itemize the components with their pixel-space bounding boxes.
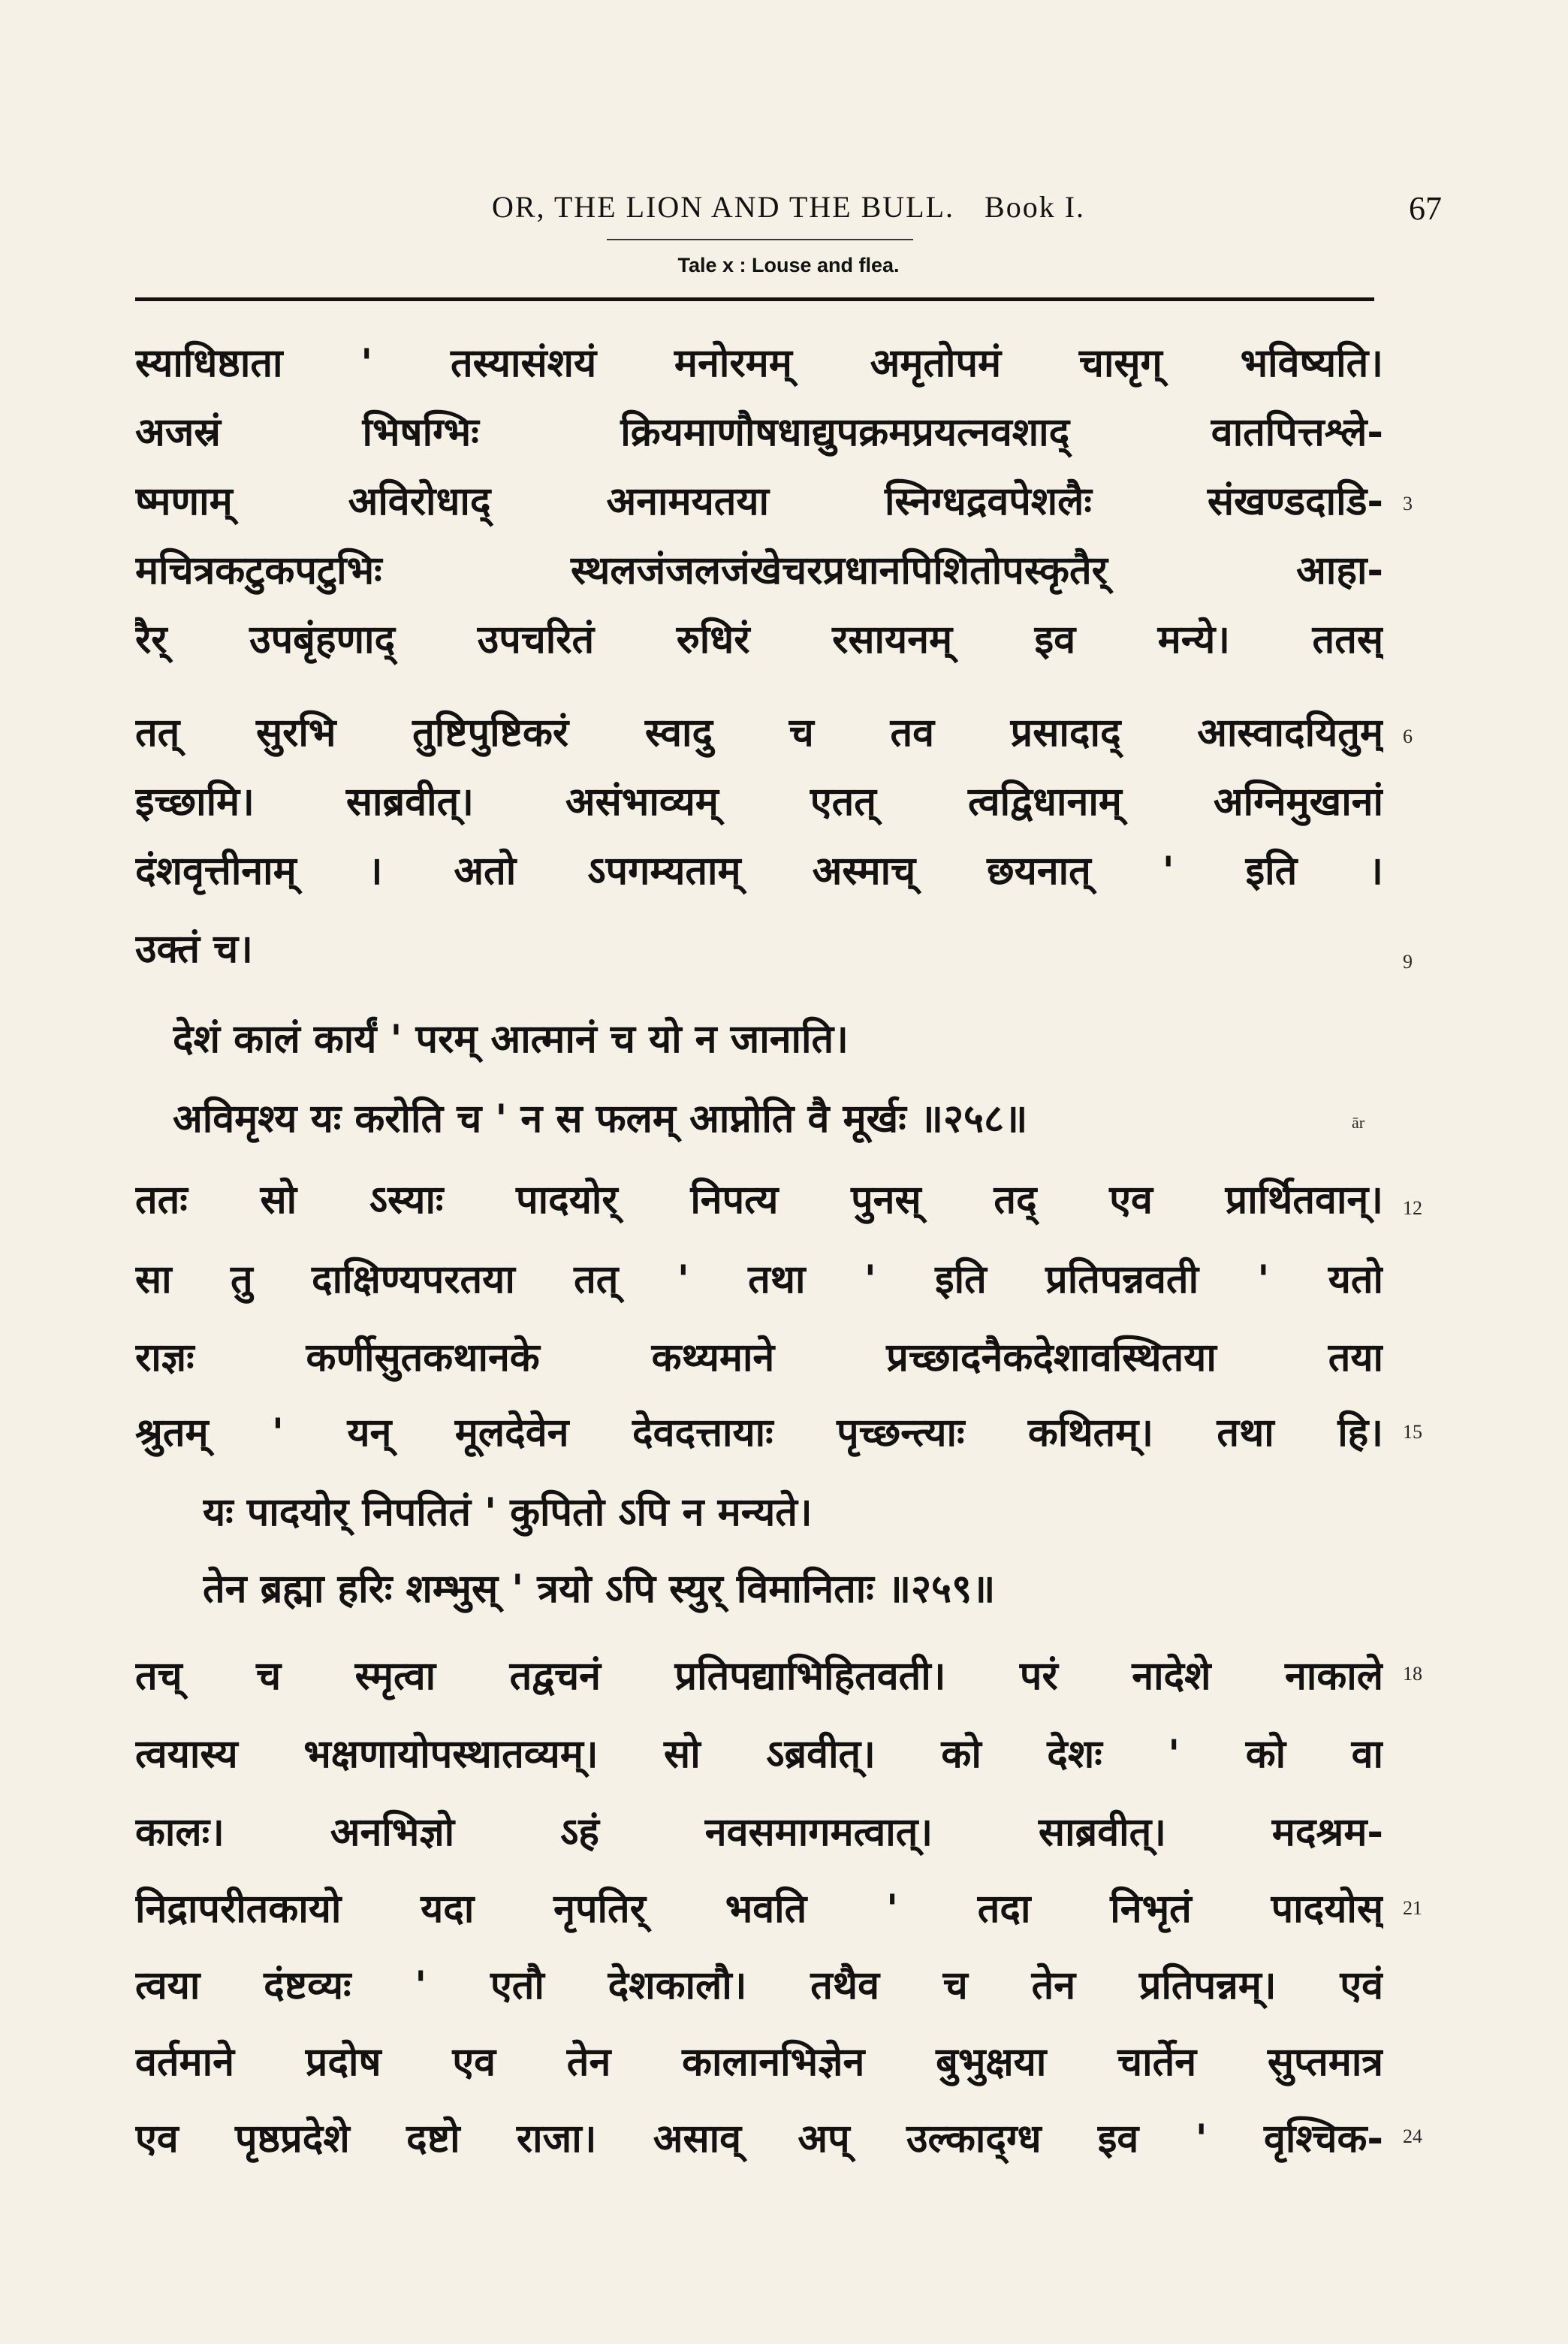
page-number: 67 bbox=[1409, 190, 1442, 227]
verse-line: यः पादयोर् निपतितं ' कुपितो ऽपि न मन्यते। bbox=[203, 1490, 813, 1535]
text-line: स्याधिष्ठाता ' तस्यासंशयं मनोरमम् अमृतोपमं चासृग् भविष्यति। bbox=[135, 341, 1383, 386]
header-rule bbox=[135, 297, 1374, 301]
verse-line: देशं कालं कार्यं ' परम् आत्मानं च यो न जानाति। bbox=[173, 1017, 849, 1062]
text-line: कालः। अनभिज्ञो ऽहं नवसमागमत्वात्। साब्रवीत्। मदश्रम- bbox=[135, 1810, 1383, 1855]
text-line: अजस्रं भिषग्भिः क्रियमाणौषधाद्युपक्रमप्रयत्नवशाद् वातपित्तश्ले- bbox=[135, 410, 1383, 455]
text-line: तच् च स्मृत्वा तद्वचनं प्रतिपद्याभिहितवती। परं नादेशे नाकाले bbox=[135, 1654, 1383, 1699]
line-number: 6 bbox=[1403, 726, 1413, 747]
line-number: 21 bbox=[1403, 1897, 1422, 1919]
line-number: 24 bbox=[1403, 2125, 1422, 2147]
line-number: 12 bbox=[1403, 1197, 1422, 1219]
text-line: उक्तं च। bbox=[135, 927, 253, 972]
line-number: 15 bbox=[1403, 1421, 1422, 1443]
text-line: निद्रापरीतकायो यदा नृपतिर् भवति ' तदा निभृतं पादयोस् bbox=[135, 1887, 1383, 1932]
text-line: वर्तमाने प्रदोष एव तेन कालानभिज्ञेन बुभुक्षया चार्तेन सुप्तमात्र bbox=[135, 2040, 1383, 2085]
running-title bbox=[135, 189, 1442, 225]
text-line: दंशवृत्तीनाम् । अतो ऽपगम्यताम् अस्माच् छयनात् ' इति । bbox=[135, 849, 1383, 894]
verse-line: तेन ब्रह्मा हरिः शम्भुस् ' त्रयो ऽपि स्युर् विमानिताः ॥२५९॥ bbox=[203, 1567, 996, 1612]
text-line: श्रुतम् ' यन् मूलदेवेन देवदत्तायाः पृच्छन्त्याः कथितम्। तथा हि। bbox=[135, 1410, 1383, 1456]
text-line: त्वयास्य भक्षणायोपस्थातव्यम्। सो ऽब्रवीत्। को देशः ' को वा bbox=[135, 1732, 1383, 1777]
running-title-text: OR, THE LION AND THE BULL. bbox=[491, 190, 955, 224]
text-line: इच्छामि। साब्रवीत्। असंभाव्यम् एतत् त्वद्विधानाम् अग्निमुखानां bbox=[135, 780, 1383, 825]
text-line: त्वया दंष्टव्यः ' एतौ देशकालौ। तथैव च तेन प्रतिपन्नम्। एवं bbox=[135, 1963, 1383, 2008]
line-number: 3 bbox=[1403, 493, 1413, 514]
text-line: राज्ञः कर्णीसुतकथानके कथ्यमाने प्रच्छादनैकदेशावस्थितया तया bbox=[135, 1335, 1383, 1380]
tale-subtitle: Tale x : Louse and flea. bbox=[677, 254, 900, 276]
marginal-note: ār bbox=[1352, 1113, 1365, 1132]
text-line: ष्मणाम् अविरोधाद् अनामयतया स्निग्धद्रवपेशलैः संखण्डदाडि- bbox=[135, 479, 1383, 524]
text-line: रैर् उपबृंहणाद् उपचरितं रुधिरं रसायनम् इव मन्ये। ततस् bbox=[135, 617, 1383, 662]
verse-line: अविमृश्य यः करोति च ' न स फलम् आप्नोति वै मूर्खः ॥२५८॥ bbox=[173, 1097, 1028, 1142]
text-line: तत् सुरभि तुष्टिपुष्टिकरं स्वादु च तव प्रसादाद् आस्वादयितुम् bbox=[135, 710, 1383, 756]
book-label: Book I. bbox=[985, 190, 1086, 224]
text-line: मचित्रकटुकपटुभिः स्थलजंजलजंखेचरप्रधानपिशितोपस्कृतैर् आहा- bbox=[135, 548, 1383, 593]
text-line: एव पृष्ठप्रदेशे दष्टो राजा। असाव् अप् उल्काद्ग्ध इव ' वृश्चिक- bbox=[135, 2116, 1383, 2161]
running-head bbox=[135, 189, 1442, 234]
header-underline bbox=[607, 239, 913, 240]
line-number: 18 bbox=[1403, 1663, 1422, 1685]
text-line: सा तु दाक्षिण्यपरतया तत् ' तथा ' इति प्रतिपन्नवती ' यतो bbox=[135, 1257, 1383, 1302]
line-number: 9 bbox=[1403, 951, 1413, 973]
text-line: ततः सो ऽस्याः पादयोर् निपत्य पुनस् तद् एव प्रार्थितवान्। bbox=[135, 1178, 1383, 1223]
